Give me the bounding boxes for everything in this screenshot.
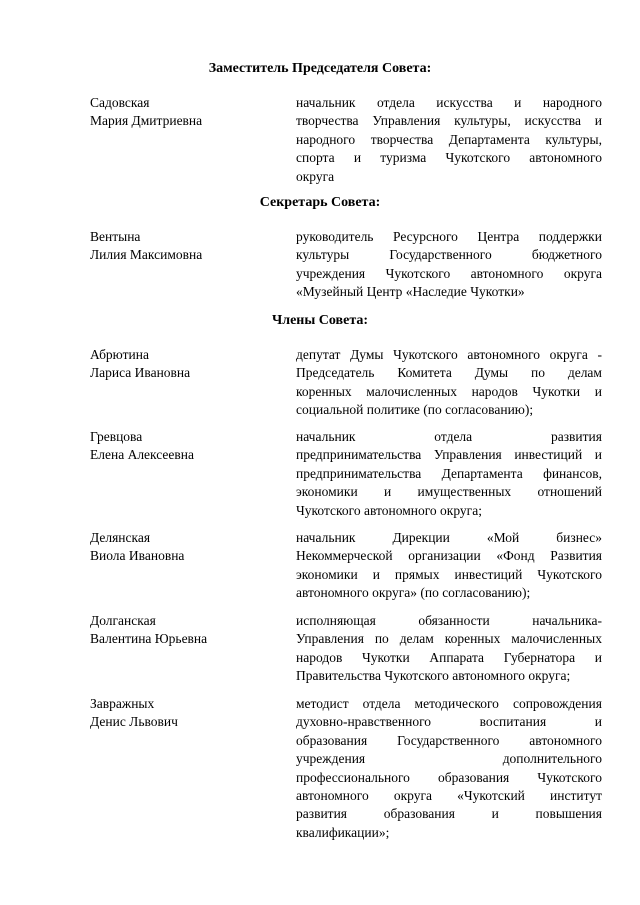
member-given-name: Денис Львович [90,714,178,730]
position-line: предпринимательства Департамента финансов, [296,465,602,481]
position-line: народного творчества Департамента культуры, [296,131,602,147]
position-line: Правительства Чукотского автономного округа; [296,668,571,684]
position-line: методист отдела методического сопровождения [296,696,602,711]
position-line: депутат Думы Чукотского автономного округа - [296,347,602,362]
member-given-name: Елена Алексеевна [90,447,194,463]
position-line: Чукотского автономного округа; [296,502,482,518]
position-line: коренных малочисленных народов Чукотки и [296,383,602,399]
position-line: народов Чукотки Аппарата Губернатора и [296,649,602,665]
position-line: исполняющая обязанности начальника- [296,613,602,628]
position-line: «Музейный Центр «Наследие Чукотки» [296,284,525,300]
member-surname: Гревцова [90,429,143,444]
member-position [296,346,602,420]
secretary-given-name: Лилия Максимовна [90,247,203,263]
position-line: предпринимательства Управления инвестиций и [296,447,602,463]
member-name [90,612,280,649]
member-position [296,695,602,842]
position-line: округа [296,168,335,184]
member-name [90,695,280,732]
deputy-name [90,94,280,131]
deputy-chair-heading: Заместитель Председателя Совета: [208,61,432,76]
position-line: профессионального образования Чукотского [296,769,602,785]
position-line: творчества Управления культуры, искусства и [296,113,602,129]
member-name [90,529,280,566]
position-line: культуры Государственного бюджетного [296,247,602,263]
secretary-name [90,228,280,265]
position-line: социальной политике (по согласованию); [296,402,534,418]
position-line: учреждения дополнительного [296,751,602,767]
position-line: квалификации»; [296,824,390,840]
position-line: автономного округа «Чукотский институт [296,788,602,804]
position-line: руководитель Ресурсного Центра поддержки [296,229,602,244]
position-line: Некоммерческой организации «Фонд Развития [296,548,602,564]
position-line: начальник Дирекции «Мой бизнес» [296,530,602,545]
position-line: духовно-нравственного воспитания и [296,714,602,730]
position-line: учреждения Чукотского автономного округа [296,265,602,281]
position-line: начальник отдела искусства и народного [296,95,602,110]
position-line: начальник отдела развития [296,429,602,444]
member-surname: Завражных [90,696,155,711]
deputy-position [296,94,602,186]
member-surname: Абрютина [90,347,149,362]
members-heading: Члены Совета: [271,313,369,328]
position-line: спорта и туризма Чукотского автономного [296,150,602,166]
position-line: экономики и имущественных отношений [296,484,602,500]
position-line: развития образования и повышения [296,806,602,822]
deputy-surname: Садовская [90,95,150,110]
secretary-position [296,228,602,302]
member-given-name: Виола Ивановна [90,548,185,564]
position-line: Председатель Комитета Думы по делам [296,365,602,381]
secretary-surname: Вентына [90,229,141,244]
member-name [90,346,280,383]
member-surname: Делянская [90,530,151,545]
position-line: экономики и прямых инвестиций Чукотского [296,566,602,582]
member-position [296,612,602,686]
position-line: автономного округа» (по согласованию); [296,585,531,601]
deputy-given-name: Мария Дмитриевна [90,113,203,129]
position-line: образования Государственного автономного [296,732,602,748]
member-name [90,428,280,465]
position-line: Управления по делам коренных малочисленных [296,631,602,647]
member-given-name: Лариса Ивановна [90,365,191,381]
member-surname: Долганская [90,613,156,628]
member-position [296,529,602,603]
member-given-name: Валентина Юрьевна [90,631,208,647]
secretary-heading: Секретарь Совета: [259,195,381,210]
member-position [296,428,602,520]
